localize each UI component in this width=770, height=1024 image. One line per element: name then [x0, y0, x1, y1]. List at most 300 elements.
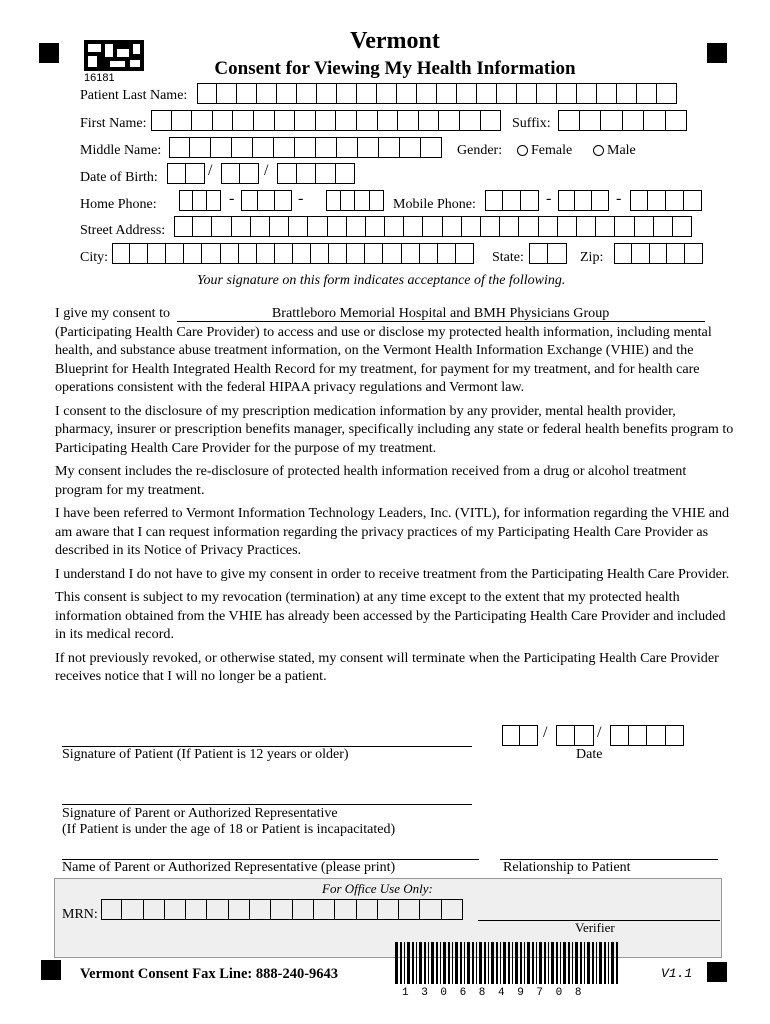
patient-signature-label: Signature of Patient (If Patient is 12 years or older): [62, 747, 349, 762]
barcode-bar: [460, 942, 462, 984]
char-box: [165, 899, 186, 920]
char-box: [537, 83, 557, 104]
suffix-label: Suffix:: [512, 116, 551, 131]
char-box: [184, 243, 202, 264]
home-phone-line-input[interactable]: [326, 190, 384, 211]
char-box: [378, 110, 399, 131]
barcode-bar: [512, 942, 513, 984]
char-box: [420, 243, 438, 264]
char-box: [648, 190, 666, 211]
office-use-heading: For Office Use Only:: [322, 881, 433, 896]
barcode-bar: [503, 942, 506, 984]
char-box: [241, 190, 258, 211]
char-box: [311, 243, 329, 264]
char-box: [250, 899, 271, 920]
char-box: [297, 83, 317, 104]
home-phone-area-input[interactable]: [179, 190, 221, 211]
registration-mark-bottom-right: [707, 962, 727, 982]
char-box: [237, 83, 257, 104]
first-name-input[interactable]: [151, 110, 501, 131]
char-box: [257, 83, 277, 104]
barcode-bar: [452, 942, 453, 984]
char-box: [442, 899, 463, 920]
char-box: [221, 243, 239, 264]
barcode-bar: [587, 942, 590, 984]
barcode-bar: [544, 942, 546, 984]
page-title: Vermont: [350, 28, 440, 54]
gender-label: Gender:: [457, 143, 503, 158]
verifier-label: Verifier: [575, 920, 615, 935]
char-box: [172, 110, 193, 131]
char-box: [629, 725, 648, 746]
mobile-phone-label: Mobile Phone:: [393, 197, 476, 212]
barcode-bar: [428, 942, 429, 984]
consent-text: [55, 304, 735, 691]
char-box: [556, 725, 575, 746]
char-box: [192, 110, 213, 131]
char-box: [174, 216, 193, 237]
parent-signature-note: (If Patient is under the age of 18 or Patient is incapacitated): [62, 822, 396, 837]
barcode-bar: [596, 942, 597, 984]
char-box: [481, 110, 502, 131]
char-box: [316, 137, 337, 158]
signature-date-slash-1: /: [543, 724, 548, 741]
char-box: [213, 110, 234, 131]
char-box: [503, 190, 521, 211]
char-box: [186, 163, 205, 184]
char-box: [519, 216, 538, 237]
char-box: [212, 216, 231, 237]
char-box: [179, 190, 193, 211]
barcode-bar: [604, 942, 606, 984]
char-box: [685, 243, 703, 264]
barcode-bar: [440, 942, 441, 984]
char-box: [193, 216, 212, 237]
parent-signature-line[interactable]: [62, 804, 472, 805]
char-box: [623, 110, 645, 131]
char-box: [316, 163, 336, 184]
provider-name-field[interactable]: [177, 306, 705, 322]
barcode-bar: [608, 942, 609, 984]
char-box: [207, 899, 228, 920]
barcode-bar: [455, 942, 458, 984]
char-box: [328, 216, 347, 237]
char-box: [378, 899, 399, 920]
char-box: [385, 216, 404, 237]
barcode-bar: [448, 942, 450, 984]
char-box: [377, 83, 397, 104]
char-box: [169, 137, 190, 158]
signature-date-slash-2: /: [597, 724, 602, 741]
barcode-bar: [431, 942, 434, 984]
char-box: [193, 190, 207, 211]
char-box: [275, 110, 296, 131]
char-box: [329, 243, 347, 264]
signature-date-day-input[interactable]: [556, 725, 594, 746]
parent-name-label: Name of Parent or Authorized Representative (please print): [62, 860, 396, 875]
char-box: [644, 110, 666, 131]
char-box: [481, 216, 500, 237]
char-box: [357, 899, 378, 920]
char-box: [443, 216, 462, 237]
char-box: [257, 243, 275, 264]
char-box: [548, 243, 567, 264]
char-box: [673, 216, 692, 237]
signature-date-month-input[interactable]: [502, 725, 538, 746]
dob-day-input[interactable]: [221, 163, 259, 184]
radio-icon: [517, 145, 528, 156]
dob-slash-2: /: [264, 162, 269, 179]
char-box: [456, 243, 474, 264]
char-box: [438, 243, 456, 264]
char-box: [684, 190, 702, 211]
char-box: [398, 110, 419, 131]
char-box: [202, 243, 220, 264]
barcode-bar: [508, 942, 510, 984]
last-name-input[interactable]: [197, 83, 677, 104]
barcode-bar: [592, 942, 594, 984]
mobile-phone-dash-2: -: [616, 190, 622, 207]
char-box: [101, 899, 122, 920]
barcode-bar: [424, 942, 426, 984]
barcode-bar: [524, 942, 525, 984]
char-box: [397, 83, 417, 104]
version-label: V1.1: [661, 966, 693, 981]
char-box: [419, 110, 440, 131]
char-box: [657, 83, 677, 104]
char-box: [275, 243, 293, 264]
char-box: [520, 725, 538, 746]
char-box: [421, 137, 442, 158]
zip-label: Zip:: [580, 250, 604, 265]
barcode-bar: [515, 942, 518, 984]
char-box: [666, 725, 685, 746]
char-box: [630, 190, 648, 211]
page-subtitle: Consent for Viewing My Health Information: [214, 58, 576, 79]
barcode-bar: [611, 942, 614, 984]
mobile-phone-area-input[interactable]: [485, 190, 539, 211]
char-box: [211, 137, 232, 158]
char-box: [601, 110, 623, 131]
barcode-bar: [464, 942, 465, 984]
signature-notice: Your signature on this form indicates acceptance of the following.: [197, 273, 566, 288]
char-box: [254, 110, 275, 131]
char-box: [337, 83, 357, 104]
barcode-bar: [520, 942, 522, 984]
char-box: [295, 137, 316, 158]
barcode-bar: [551, 942, 554, 984]
char-box: [317, 83, 337, 104]
char-box: [251, 216, 270, 237]
char-box: [457, 83, 477, 104]
consent-paragraph-6: This consent is subject to my revocation (termination) at any time except to the extent that my protected health information obtained from the VHIE has already been accessed by the Participating Health Care Provider and included in its medical record.: [55, 589, 726, 642]
char-box: [122, 899, 143, 920]
char-box: [326, 190, 341, 211]
char-box: [558, 190, 575, 211]
barcode-bar: [572, 942, 573, 984]
mrn-label: MRN:: [62, 907, 98, 922]
barcode-bar: [416, 942, 417, 984]
char-box: [335, 899, 356, 920]
char-box: [295, 110, 316, 131]
consent-paragraph-7: If not previously revoked, or otherwise stated, my consent will terminate when the Participating Health Care Provider receives notice that I will no longer be a patient.: [55, 649, 719, 684]
char-box: [275, 190, 292, 211]
char-box: [347, 216, 366, 237]
consent-paragraph-1: [55, 304, 735, 397]
gender-female-option[interactable]: [517, 143, 572, 159]
barcode-bar: [412, 942, 414, 984]
char-box: [521, 190, 539, 211]
char-box: [517, 83, 537, 104]
char-box: [271, 899, 292, 920]
barcode-number: 1 3 0 6 8 4 9 7 0 8: [402, 987, 582, 999]
city-label: City:: [80, 250, 109, 265]
char-box: [615, 216, 634, 237]
barcode-icon: [395, 942, 620, 984]
home-phone-dash-2: -: [298, 190, 304, 207]
char-box: [314, 899, 335, 920]
barcode-bar: [500, 942, 501, 984]
char-box: [293, 899, 314, 920]
radio-icon: [593, 145, 604, 156]
char-box: [575, 725, 594, 746]
provider-name: Brattleboro Memorial Hospital and BMH Physicians Group: [271, 305, 610, 321]
barcode-bar: [443, 942, 446, 984]
zip-input[interactable]: [614, 243, 703, 264]
relationship-label: Relationship to Patient: [503, 860, 631, 875]
char-box: [148, 243, 166, 264]
char-box: [341, 190, 356, 211]
date-label: Date: [576, 747, 603, 762]
barcode-bar: [584, 942, 585, 984]
street-input[interactable]: [174, 216, 692, 237]
home-phone-prefix-input[interactable]: [241, 190, 292, 211]
gender-male-label: Male: [607, 143, 636, 158]
barcode-bar: [580, 942, 582, 984]
char-box: [232, 137, 253, 158]
char-box: [666, 190, 684, 211]
char-box: [289, 216, 308, 237]
char-box: [233, 110, 254, 131]
char-box: [539, 216, 558, 237]
char-box: [485, 190, 503, 211]
char-box: [151, 110, 172, 131]
char-box: [277, 163, 297, 184]
char-box: [497, 83, 517, 104]
char-box: [617, 83, 637, 104]
char-box: [417, 83, 437, 104]
char-box: [347, 243, 365, 264]
parent-signature-label: Signature of Parent or Authorized Representative: [62, 806, 338, 821]
char-box: [357, 110, 378, 131]
barcode-bar: [484, 942, 486, 984]
consent-paragraph-1-rest: (Participating Health Care Provider) to access and use or disclose my protected health information, including mental health, and substance abuse treatment information, on the Vermont Health Information Exchange (VHIE) and the Blueprint for Health Integrated Health Record for my treatment, for payment for my treatment, and for health care operations consistent with the federal HIPAA privacy regulations and Vermont law.: [55, 323, 712, 395]
barcode-bar: [616, 942, 618, 984]
barcode-bar: [539, 942, 542, 984]
fax-line: Vermont Consent Fax Line: 888-240-9643: [80, 966, 339, 982]
char-box: [207, 190, 221, 211]
mobile-phone-line-input[interactable]: [630, 190, 702, 211]
char-box: [580, 110, 602, 131]
char-box: [575, 190, 592, 211]
barcode-bar: [548, 942, 549, 984]
barcode-bar: [488, 942, 489, 984]
home-phone-label: Home Phone:: [80, 197, 157, 212]
char-box: [166, 243, 184, 264]
char-box: [277, 83, 297, 104]
consent-paragraph-5: I understand I do not have to give my consent in order to receive treatment from the Participating Health Care Provider.: [55, 565, 730, 582]
char-box: [502, 725, 520, 746]
char-box: [632, 243, 650, 264]
barcode-bar: [467, 942, 470, 984]
barcode-bar: [527, 942, 530, 984]
char-box: [144, 899, 165, 920]
char-box: [239, 243, 257, 264]
char-box: [596, 216, 615, 237]
char-box: [592, 190, 609, 211]
char-box: [400, 137, 421, 158]
char-box: [437, 83, 457, 104]
char-box: [577, 83, 597, 104]
dob-slash-1: /: [208, 162, 213, 179]
char-box: [197, 83, 217, 104]
home-phone-dash-1: -: [229, 190, 235, 207]
char-box: [308, 216, 327, 237]
char-box: [167, 163, 186, 184]
dob-month-input[interactable]: [167, 163, 205, 184]
barcode-bar: [436, 942, 438, 984]
char-box: [232, 216, 251, 237]
char-box: [423, 216, 442, 237]
char-box: [383, 243, 401, 264]
char-box: [637, 83, 657, 104]
char-box: [635, 216, 654, 237]
char-box: [577, 216, 596, 237]
char-box: [366, 216, 385, 237]
barcode-bar: [400, 942, 402, 984]
mobile-phone-dash-1: -: [546, 190, 552, 207]
char-box: [402, 243, 420, 264]
char-box: [112, 243, 130, 264]
char-box: [614, 243, 632, 264]
char-box: [229, 899, 250, 920]
char-box: [558, 216, 577, 237]
gender-female-label: Female: [531, 143, 573, 158]
char-box: [253, 137, 274, 158]
char-box: [336, 110, 357, 131]
barcode-bar: [407, 942, 410, 984]
barcode-bar: [476, 942, 477, 984]
mobile-phone-prefix-input[interactable]: [558, 190, 609, 211]
barcode-bar: [536, 942, 537, 984]
char-box: [355, 190, 370, 211]
char-box: [297, 163, 317, 184]
char-box: [293, 243, 311, 264]
char-box: [399, 899, 420, 920]
char-box: [217, 83, 237, 104]
char-box: [270, 216, 289, 237]
barcode-bar: [479, 942, 482, 984]
char-box: [460, 110, 481, 131]
char-box: [370, 190, 385, 211]
char-box: [500, 216, 519, 237]
state-label: State:: [492, 250, 524, 265]
char-box: [258, 190, 275, 211]
char-box: [130, 243, 148, 264]
char-box: [240, 163, 259, 184]
suffix-input[interactable]: [558, 110, 687, 131]
char-box: [274, 137, 295, 158]
char-box: [462, 216, 481, 237]
dob-year-input[interactable]: [277, 163, 355, 184]
middle-name-label: Middle Name:: [80, 143, 162, 158]
char-box: [379, 137, 400, 158]
barcode-bar: [575, 942, 578, 984]
barcode-bar: [599, 942, 602, 984]
street-label: Street Address:: [80, 223, 166, 238]
mrn-input[interactable]: [101, 899, 463, 920]
barcode-bar: [568, 942, 570, 984]
barcode-bar: [496, 942, 498, 984]
consent-paragraph-2: I consent to the disclosure of my prescription medication information by any provider, mental health provider, pharmacy, insurer or prescription benefits manager, specifically including any state or federal health benefits program to Participating Health Care Provider for the purpose of my treatment.: [55, 402, 734, 456]
char-box: [358, 137, 379, 158]
consent-paragraph-4: I have been referred to Vermont Information Technology Leaders, Inc. (VITL), for information regarding the VHIE and am aware that I can request information regarding the privacy practices of my Participating Health Care Provider as described in its Notice of Privacy Practices.: [55, 505, 730, 558]
barcode-bar: [472, 942, 474, 984]
char-box: [477, 83, 497, 104]
middle-name-input[interactable]: [169, 137, 442, 158]
char-box: [221, 163, 240, 184]
barcode-bar: [563, 942, 566, 984]
barcode-bar: [556, 942, 558, 984]
char-box: [439, 110, 460, 131]
char-box: [647, 725, 666, 746]
char-box: [557, 83, 577, 104]
state-input[interactable]: [529, 243, 567, 264]
barcode-bar: [419, 942, 422, 984]
char-box: [666, 110, 688, 131]
char-box: [420, 899, 441, 920]
barcode-bar: [560, 942, 561, 984]
barcode-bar: [395, 942, 398, 984]
form-number: 16181: [84, 72, 115, 84]
char-box: [404, 216, 423, 237]
char-box: [529, 243, 548, 264]
barcode-bar: [532, 942, 534, 984]
dob-label: Date of Birth:: [80, 170, 158, 185]
char-box: [654, 216, 673, 237]
char-box: [610, 725, 629, 746]
last-name-label: Patient Last Name:: [80, 88, 188, 103]
city-input[interactable]: [112, 243, 474, 264]
consent-intro: I give my consent to: [55, 305, 171, 321]
char-box: [336, 163, 356, 184]
char-box: [186, 899, 207, 920]
signature-date-year-input[interactable]: [610, 725, 684, 746]
barcode-bar: [404, 942, 405, 984]
consent-paragraph-3: My consent includes the re-disclosure of protected health information received from a drug or alcohol treatment program for my treatment.: [55, 463, 687, 498]
char-box: [667, 243, 685, 264]
char-box: [337, 137, 358, 158]
gender-male-option[interactable]: [593, 143, 636, 159]
char-box: [597, 83, 617, 104]
first-name-label: First Name:: [80, 116, 147, 131]
barcode-bar: [491, 942, 494, 984]
char-box: [365, 243, 383, 264]
char-box: [357, 83, 377, 104]
registration-mark-bottom-left: [41, 960, 61, 980]
char-box: [650, 243, 668, 264]
char-box: [558, 110, 580, 131]
